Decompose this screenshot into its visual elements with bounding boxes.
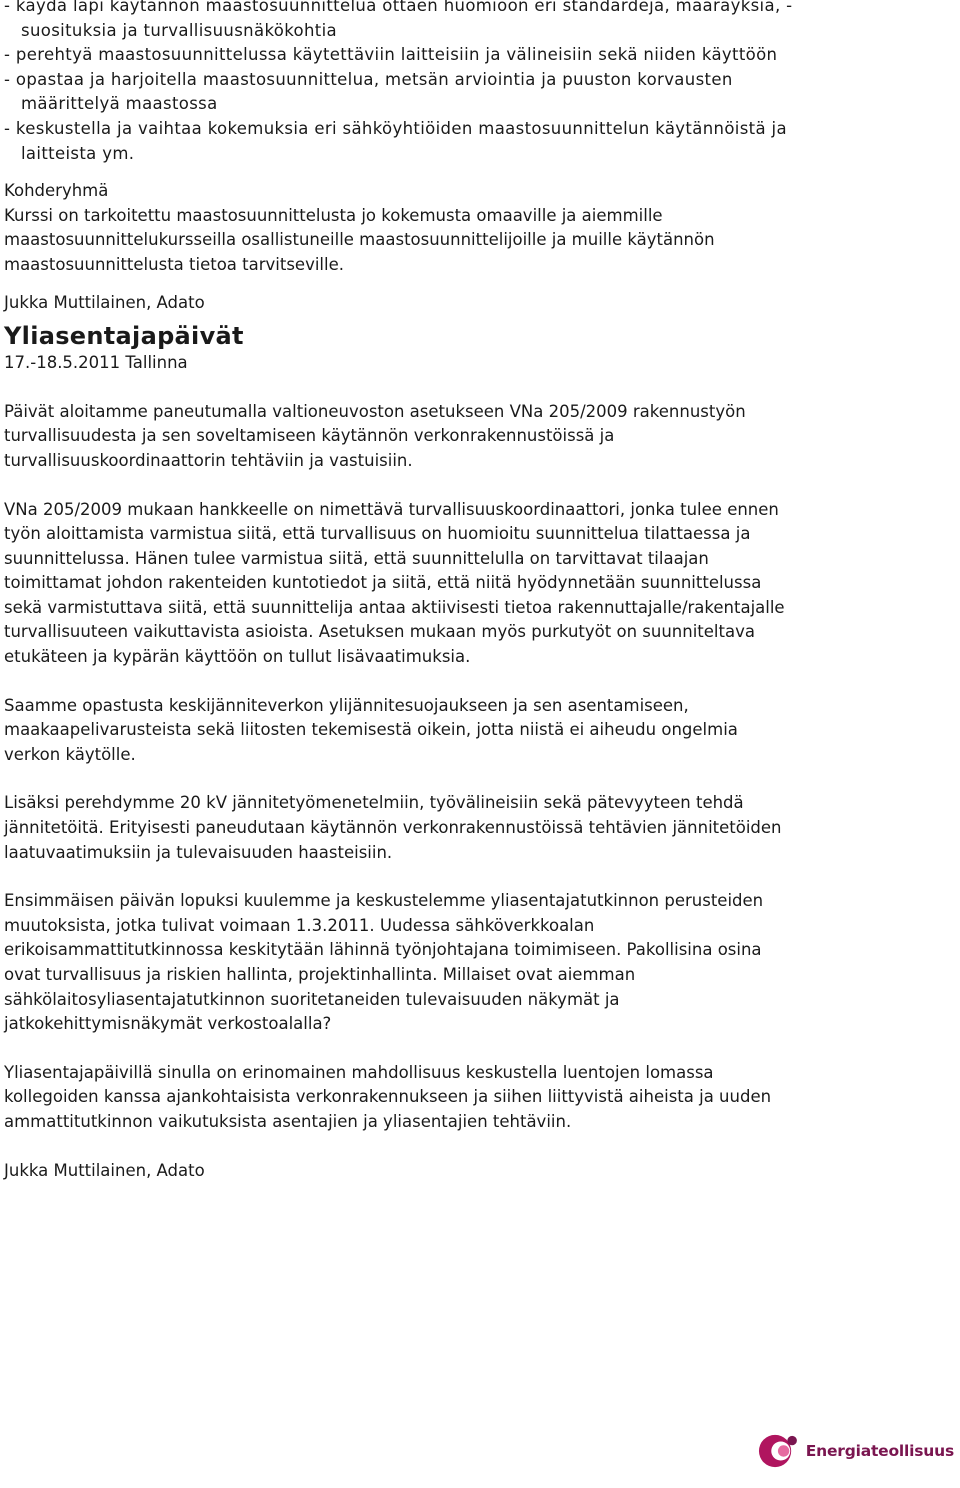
paragraph-line: toimittamat johdon rakenteiden kuntotiedot ja siitä, että niitä hyödynnetään suunnittelussa	[4, 573, 762, 593]
paragraph-line: sähkölaitosyliasentajatutkinnon suoritetaneiden tulevaisuuden näkymät ja	[4, 989, 620, 1009]
target-group-line: maastosuunnittelusta tietoa tarvitseville.	[4, 254, 344, 274]
paragraph-line: verkon käytölle.	[4, 744, 136, 764]
author-signature: Jukka Muttilainen, Adato	[4, 1160, 205, 1180]
target-group-section	[4, 179, 956, 277]
paragraph	[4, 498, 956, 670]
paragraph-line: Ensimmäisen päivän lopuksi kuulemme ja keskustelemme yliasentajatutkinnon perusteiden	[4, 891, 764, 911]
document-page	[4, 0, 956, 1183]
energiateollisuus-logo-icon	[758, 1431, 800, 1471]
paragraph	[4, 400, 956, 474]
energiateollisuus-logo	[758, 1426, 954, 1476]
paragraph-line: laatuvaatimuksiin ja tulevaisuuden haasteisiin.	[4, 842, 393, 862]
list-item: - perehtyä maastosuunnittelussa käytettäviin laitteisiin ja välineisiin sekä niiden käyttöön	[4, 45, 778, 65]
paragraph-line: Päivät aloitamme paneutumalla valtioneuvoston asetukseen VNa 205/2009 rakennustyön	[4, 401, 746, 421]
paragraph-line: sekä varmistuttava siitä, että suunnittelija antaa aktiivisesti tietoa rakennuttajalle/rakentajalle	[4, 597, 785, 617]
paragraph-line: jatkokehittymisnäkymät verkostoalalla?	[4, 1014, 332, 1034]
paragraph-line: muutoksista, jotka tulivat voimaan 1.3.2011. Uudessa sähköverkkoalan	[4, 915, 595, 935]
paragraph-line: maakaapelivarusteista sekä liitosten tekemisestä oikein, jotta niistä ei aiheudu ongelmia	[4, 720, 738, 740]
target-group-title: Kohderyhmä	[4, 181, 109, 201]
paragraph	[4, 694, 956, 768]
paragraph	[4, 1061, 956, 1135]
paragraph-line: suunnittelussa. Hänen tulee varmistua siitä, että suunnittelulla on tarvittavat tilaajan	[4, 548, 709, 568]
paragraph-line: Lisäksi perehdymme 20 kV jännitetyömenetelmiin, työvälineisiin sekä pätevyyteen tehdä	[4, 793, 744, 813]
list-item: määrittelyä maastossa	[21, 94, 218, 114]
paragraph-line: etukäteen ja kypärän käyttöön on tullut lisävaatimuksia.	[4, 647, 471, 667]
objectives-list	[4, 0, 956, 166]
paragraph	[4, 889, 956, 1037]
paragraph-line: erikoisammattitutkinnossa keskitytään lähinnä työnjohtajana toimimiseen. Pakollisina osina	[4, 940, 762, 960]
paragraph-line: VNa 205/2009 mukaan hankkeelle on nimettävä turvallisuuskoordinaattori, jonka tulee ennen	[4, 499, 779, 519]
paragraph-line: turvallisuudesta ja sen soveltamiseen käytännön verkonrakennustöissä ja	[4, 426, 615, 446]
list-item: - keskustella ja vaihtaa kokemuksia eri sähköyhtiöiden maastosuunnittelun käytännöistä ja	[4, 118, 787, 138]
target-group-line: maastosuunnittelukursseilla osallistuneille maastosuunnittelijoille ja muille käytännön	[4, 230, 715, 250]
paragraph-line: jännitetöitä. Erityisesti paneudutaan käytännön verkonrakennustöissä tehtävien jännitetöiden	[4, 818, 782, 838]
paragraph-line: Yliasentajapäivillä sinulla on erinomainen mahdollisuus keskustella luentojen lomassa	[4, 1062, 714, 1082]
author-signature: Jukka Muttilainen, Adato	[4, 292, 205, 312]
paragraph	[4, 791, 956, 865]
section-heading: Yliasentajapäivät	[4, 322, 244, 351]
paragraph-line: kollegoiden kanssa ajankohtaisista verkonrakennukseen ja siihen liittyvistä aiheista ja uuden	[4, 1087, 772, 1107]
list-item: - käydä läpi käytännön maastosuunnittelua ottaen huomioon eri standardeja, määräyksiä, -	[4, 0, 793, 15]
target-group-line: Kurssi on tarkoitettu maastosuunnittelusta jo kokemusta omaaville ja aiemmille	[4, 205, 663, 225]
list-item: suosituksia ja turvallisuusnäkökohtia	[21, 20, 338, 40]
paragraph-line: turvallisuuskoordinaattorin tehtäviin ja vastuisiin.	[4, 450, 413, 470]
paragraph-line: työn aloittamista varmistua siitä, että turvallisuus on huomioitu suunnittelua tilattaessa ja	[4, 524, 751, 544]
logo-text: Energiateollisuus	[805, 1441, 954, 1460]
list-item: - opastaa ja harjoitella maastosuunnittelua, metsän arviointia ja puuston korvausten	[4, 69, 733, 89]
paragraph-line: turvallisuuteen vaikuttavista asioista. Asetuksen mukaan myös purkutyöt on suunniteltava	[4, 622, 755, 642]
event-date-place: 17.-18.5.2011 Tallinna	[4, 353, 188, 373]
list-item: laitteista ym.	[21, 143, 135, 163]
paragraph-line: ammattitutkinnon vaikutuksista asentajien ja yliasentajien tehtäviin.	[4, 1111, 572, 1131]
paragraph-line: ovat turvallisuus ja riskien hallinta, projektinhallinta. Millaiset ovat aiemman	[4, 965, 636, 984]
paragraph-line: Saamme opastusta keskijänniteverkon ylijännitesuojaukseen ja sen asentamiseen,	[4, 695, 689, 715]
